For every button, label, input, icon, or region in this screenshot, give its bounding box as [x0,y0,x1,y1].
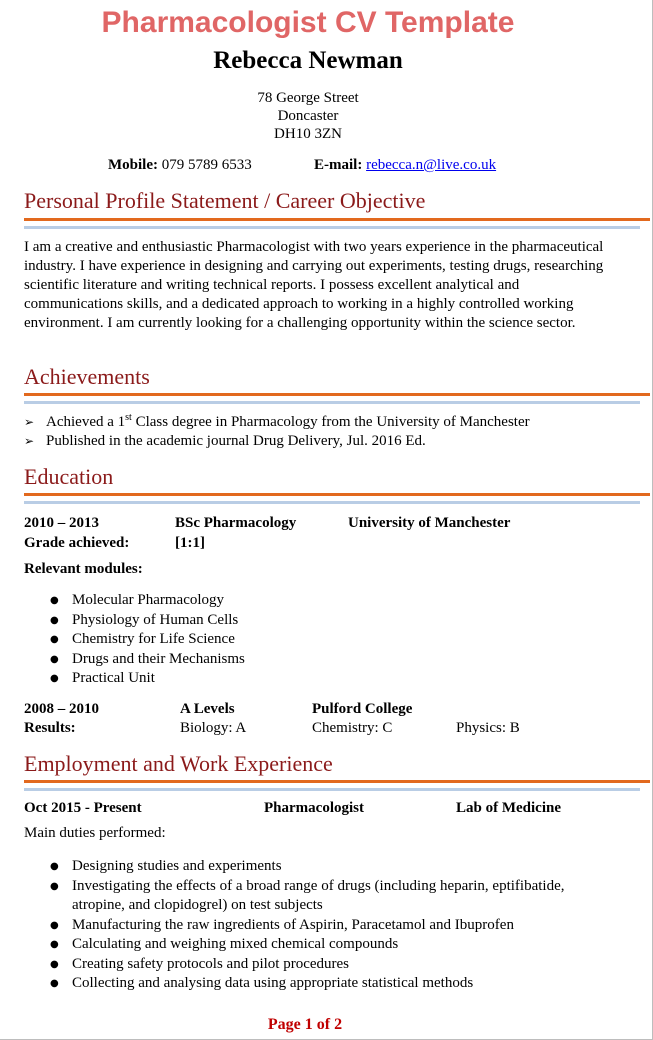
document-title: Pharmacologist CV Template [101,6,515,39]
email-contact [314,156,496,174]
employment-heading: Employment and Work Experience [24,751,333,776]
list-item: ● Practical Unit [48,669,608,689]
section-divider [24,780,650,783]
email-label: E-mail: [314,157,363,173]
mobile-number: 079 5789 6533 [161,157,252,173]
mobile-contact [108,156,252,174]
duties-label: Main duties performed: [24,825,166,841]
degree-dates: 2010 – 2013 [24,515,99,531]
modules-label: Relevant modules: [24,561,143,577]
list-item: ● Collecting and analysing data using appropriate statistical methods [48,974,588,994]
job-employer: Lab of Medicine [456,800,561,816]
list-item: ● Designing studies and experiments [48,857,588,877]
list-item: ● Molecular Pharmacology [48,591,608,611]
achievements-heading: Achievements [24,364,150,389]
modules-list [48,591,608,689]
list-item: ● Manufacturing the raw ingredients of Aspirin, Paracetamol and Ibuprofen [48,916,588,936]
section-divider-secondary [24,788,640,791]
list-item: ● Calculating and weighing mixed chemical compounds [48,935,588,955]
profile-text: I am a creative and enthusiastic Pharmacologist with two years experience in the pharmaceutical industry. I have experience in designing and carrying out experiments, testing drugs, researching scientific literature and writing technical reports. I possess excellent analytical and communications skills, and a dedicated approach to working in a highly controlled working environment. I am currently looking for a challenging opportunity within the science sector. [24,239,604,331]
list-item: ● Physiology of Human Cells [48,611,608,631]
result-physics: Physics: B [456,720,520,736]
alevels-course: A Levels [180,701,235,717]
list-item: ➢ Achieved a 1st Class degree in Pharmacology from the University of Manchester [24,413,530,432]
list-item: ● Creating safety protocols and pilot procedures [48,955,588,975]
results-label: Results: [24,720,76,736]
degree-institution: University of Manchester [348,515,511,531]
alevels-institution: Pulford College [312,701,413,717]
section-divider-secondary [24,501,640,504]
page-number: Page 1 of 2 [267,1016,343,1033]
mobile-label: Mobile: [108,157,158,173]
alevels-dates: 2008 – 2010 [24,701,99,717]
section-divider [24,493,650,496]
achievements-list [24,413,530,451]
section-divider [24,393,650,396]
result-chemistry: Chemistry: C [312,720,393,736]
grade-label: Grade achieved: [24,535,130,551]
list-item: ● Drugs and their Mechanisms [48,650,608,670]
address-town: Doncaster [277,108,339,124]
section-divider [24,218,650,221]
address-street: 78 George Street [257,90,359,106]
duties-list [48,857,588,994]
list-item: ➢ Published in the academic journal Drug Delivery, Jul. 2016 Ed. [24,432,530,451]
list-item: ● Investigating the effects of a broad range of drugs (including heparin, eptifibatide, atropine, and clopidogrel) on test subjects [48,877,588,916]
profile-heading: Personal Profile Statement / Career Objective [24,188,426,213]
job-role: Pharmacologist [264,800,364,816]
section-divider-secondary [24,401,640,404]
candidate-name: Rebecca Newman [213,47,403,74]
address-postcode: DH10 3ZN [274,126,342,142]
job-dates: Oct 2015 - Present [24,800,142,816]
degree-course: BSc Pharmacology [175,515,297,531]
section-divider-secondary [24,226,640,229]
email-link[interactable]: rebecca.n@live.co.uk [366,157,497,173]
education-heading: Education [24,464,114,489]
grade-value: [1:1] [175,535,205,551]
list-item: ● Chemistry for Life Science [48,630,608,650]
result-biology: Biology: A [180,720,247,736]
